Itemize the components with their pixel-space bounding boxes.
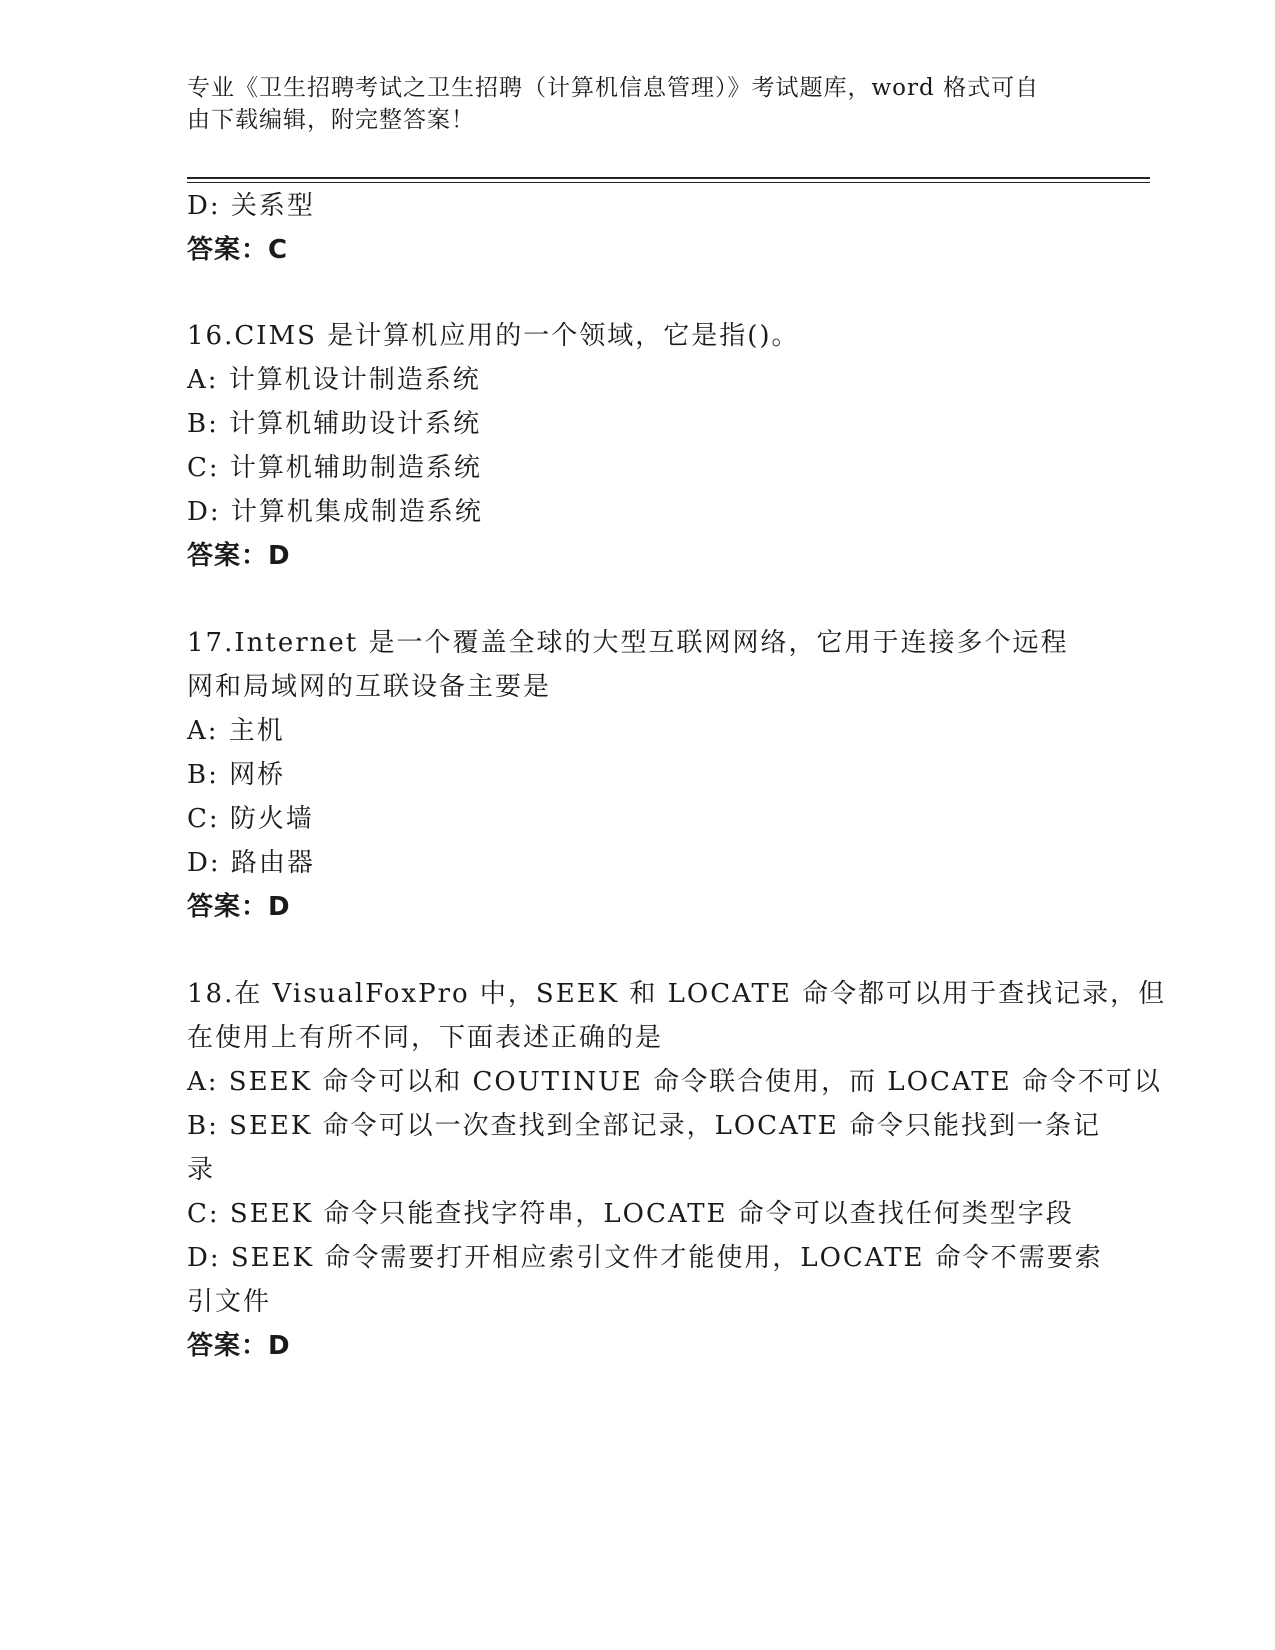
q16-option-c: C: 计算机辅助制造系统 [187, 453, 482, 483]
q16-stem: 16.CIMS 是计算机应用的一个领域，它是指()。 [187, 321, 800, 351]
q17-stem-line-2: 网和局域网的互联设备主要是 [187, 672, 552, 702]
q18-option-c: C: SEEK 命令只能查找字符串，LOCATE 命令可以查找任何类型字段 [187, 1199, 1074, 1229]
q18-option-d-cont: 引文件 [187, 1287, 272, 1317]
header-rule-thin [187, 182, 1150, 183]
q17-answer: 答案：D [187, 892, 291, 922]
q18-answer: 答案：D [187, 1331, 291, 1361]
header-line-2: 由下载编辑，附完整答案！ [187, 107, 475, 133]
q17-stem-line-1: 17.Internet 是一个覆盖全球的大型互联网网络，它用于连接多个远程 [187, 628, 1069, 658]
q18-stem-line-1: 18.在 VisualFoxPro 中，SEEK 和 LOCATE 命令都可以用于查找记录，但 [187, 979, 1167, 1009]
q17-option-c: C: 防火墙 [187, 804, 314, 834]
q17-option-d: D: 路由器 [187, 848, 315, 878]
q18-stem-line-2: 在使用上有所不同，下面表述正确的是 [187, 1023, 664, 1053]
q18-option-b-cont: 录 [187, 1155, 216, 1185]
prev-answer: 答案：C [187, 235, 289, 265]
q16-answer: 答案：D [187, 541, 291, 571]
prev-option-d: D: 关系型 [187, 191, 315, 221]
q16-option-b: B: 计算机辅助设计系统 [187, 409, 482, 439]
q16-option-d: D: 计算机集成制造系统 [187, 497, 483, 527]
q18-option-a: A: SEEK 命令可以和 COUTINUE 命令联合使用，而 LOCATE 命令不可以 [187, 1067, 1162, 1097]
q17-option-a: A: 主机 [187, 716, 285, 746]
header-rule-thick [187, 177, 1150, 179]
header-line-1: 专业《卫生招聘考试之卫生招聘（计算机信息管理）》考试题库，word 格式可自 [187, 75, 1040, 101]
q16-option-a: A: 计算机设计制造系统 [187, 365, 481, 395]
q18-option-b: B: SEEK 命令可以一次查找到全部记录，LOCATE 命令只能找到一条记 [187, 1111, 1102, 1141]
document-header [187, 72, 1067, 136]
q17-option-b: B: 网桥 [187, 760, 286, 790]
q18-option-d: D: SEEK 命令需要打开相应索引文件才能使用，LOCATE 命令不需要索 [187, 1243, 1103, 1273]
